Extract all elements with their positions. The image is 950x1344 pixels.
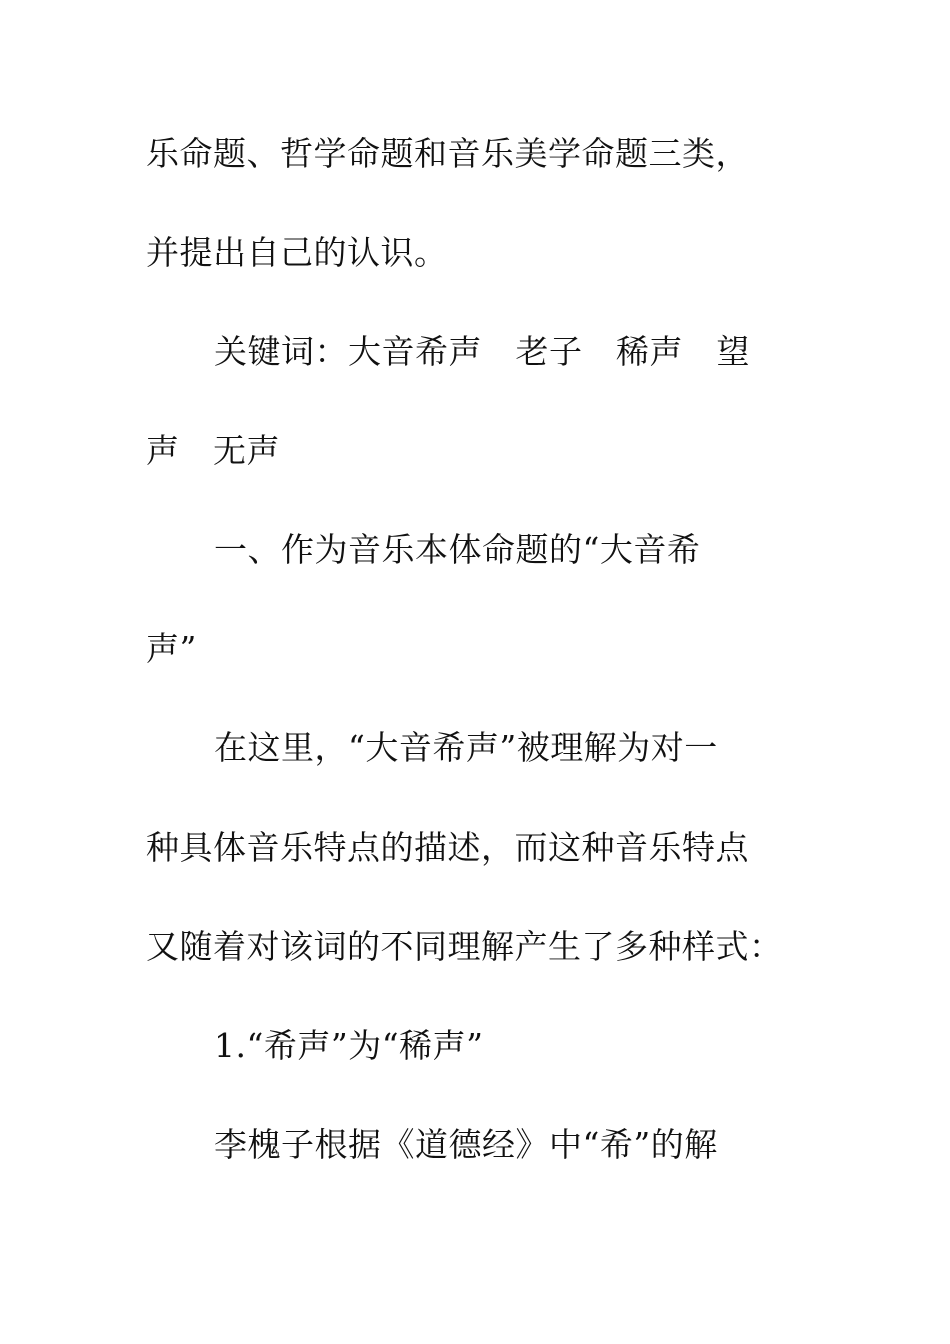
paragraph-line: 又随着对该词的不同理解产生了多种样式：: [146, 927, 783, 966]
text-line: 乐命题、哲学命题和音乐美学命题三类，: [146, 134, 749, 173]
subsection-heading: 1.“希声”为“稀声”: [214, 1026, 484, 1065]
keywords-line-continued: 声 无声: [146, 431, 280, 470]
section-heading-continued: 声”: [146, 629, 197, 668]
text-line: 并提出自己的认识。: [146, 233, 448, 272]
paragraph-line: 在这里，“大音希声”被理解为对一: [214, 728, 718, 767]
section-heading: 一、作为音乐本体命题的“大音希: [214, 530, 701, 569]
keywords-line: 关键词：大音希声 老子 稀声 望: [214, 332, 750, 371]
paragraph-line: 种具体音乐特点的描述，而这种音乐特点: [146, 828, 749, 867]
paragraph-line: 李槐子根据《道德经》中“希”的解: [214, 1125, 718, 1164]
